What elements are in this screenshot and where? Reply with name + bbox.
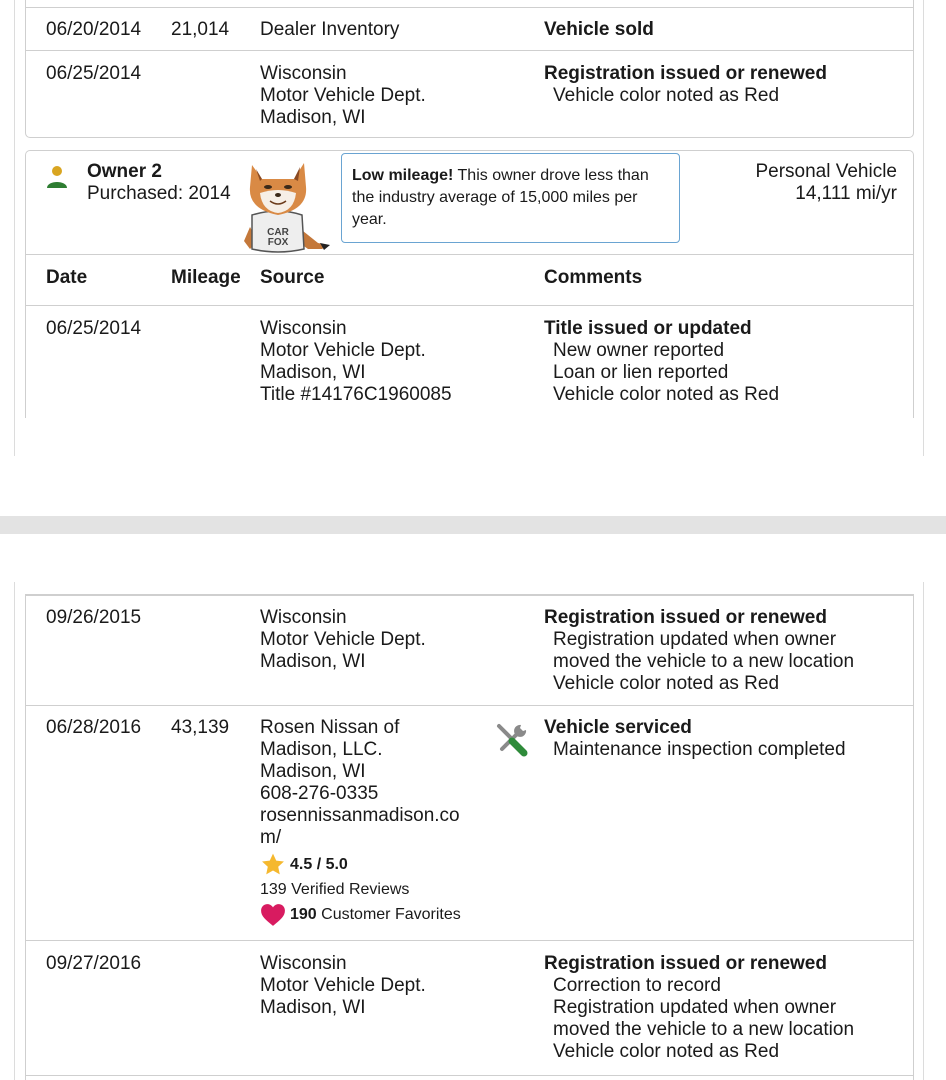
- verified-reviews-link[interactable]: 139 Verified Reviews: [260, 881, 410, 898]
- owner-purchased: Purchased: 2014: [87, 183, 231, 204]
- source-line: Madison, WI: [260, 107, 366, 128]
- history-panel-bottom: [0, 534, 946, 1080]
- owner-name: Owner 2: [87, 161, 162, 182]
- record-mileage: 21,014: [171, 19, 230, 40]
- rating-value: 4.5 / 5.0: [290, 856, 348, 873]
- svg-text:FOX: FOX: [267, 237, 289, 248]
- screenshot-separator: [0, 516, 946, 534]
- table-header-row: [25, 254, 914, 306]
- source-line: Dealer Inventory: [260, 19, 400, 40]
- table-row: [25, 7, 914, 51]
- heart-icon: [260, 903, 286, 927]
- dealer-website-link[interactable]: rosennissanmadison.co: [260, 805, 460, 826]
- page-border-left: [14, 0, 15, 456]
- header-source: Source: [260, 267, 325, 288]
- record-mileage: 43,139: [171, 717, 230, 738]
- table-row: [25, 50, 914, 138]
- dealer-name[interactable]: Madison, LLC.: [260, 739, 383, 760]
- dealer-website-link[interactable]: m/: [260, 827, 282, 848]
- comment-line: Vehicle color noted as Red: [553, 1041, 780, 1062]
- table-border-left: [25, 305, 26, 417]
- table-row: [25, 305, 914, 417]
- record-date: 09/27/2016: [46, 953, 142, 974]
- record-source: [260, 63, 426, 129]
- source-line: Madison, WI: [260, 362, 366, 383]
- comment-line: Loan or lien reported: [553, 362, 729, 383]
- source-line: Motor Vehicle Dept.: [260, 85, 426, 106]
- comment-title: Registration issued or renewed: [544, 63, 827, 84]
- svg-text:CAR: CAR: [267, 227, 289, 238]
- header-comments: Comments: [544, 267, 643, 288]
- record-date: 06/20/2014: [46, 19, 142, 40]
- record-comments: [544, 19, 654, 41]
- source-line: Motor Vehicle Dept.: [260, 975, 426, 996]
- source-line: Wisconsin: [260, 607, 347, 628]
- title-number: Title #14176C1960085: [260, 384, 452, 405]
- record-date: 06/28/2016: [46, 717, 142, 738]
- record-source: [260, 717, 461, 927]
- record-date: 09/26/2015: [46, 607, 142, 628]
- favorites-label: Customer Favorites: [316, 906, 461, 923]
- record-source: [260, 953, 426, 1019]
- history-panel-top: [0, 0, 946, 456]
- customer-favorites: [260, 902, 461, 927]
- page-border-left: [14, 582, 15, 1080]
- comment-line: Maintenance inspection completed: [553, 739, 846, 760]
- vehicle-type: Personal Vehicle: [755, 161, 897, 182]
- source-line: Motor Vehicle Dept.: [260, 340, 426, 361]
- low-mileage-callout: [341, 153, 680, 243]
- comment-line: moved the vehicle to a new location: [553, 651, 855, 672]
- record-comments: [544, 607, 854, 695]
- comment-title: Registration issued or renewed: [544, 607, 827, 628]
- car-fox-mascot-icon: [238, 157, 330, 253]
- dealer-name[interactable]: Rosen Nissan of: [260, 717, 400, 738]
- page-border-right: [923, 0, 924, 456]
- source-line: Madison, WI: [260, 997, 366, 1018]
- callout-text: This owner drove less than the industry average of 15,000 miles per year.: [352, 167, 649, 228]
- comment-title: Title issued or updated: [544, 318, 752, 339]
- table-row: [25, 940, 914, 1076]
- record-source: [260, 318, 452, 406]
- comment-line: Vehicle color noted as Red: [553, 384, 780, 405]
- favorites-count: 190: [290, 906, 317, 923]
- source-line: Motor Vehicle Dept.: [260, 629, 426, 650]
- header-date: Date: [46, 267, 88, 288]
- source-line: Wisconsin: [260, 953, 347, 974]
- comment-title: Registration issued or renewed: [544, 953, 827, 974]
- comment-line: Vehicle color noted as Red: [553, 85, 780, 106]
- mileage-per-year: 14,111 mi/yr: [795, 183, 897, 204]
- comment-line: Registration updated when owner: [553, 629, 837, 650]
- record-comments: [544, 63, 827, 107]
- comment-title: Vehicle serviced: [544, 717, 692, 738]
- callout-title: Low mileage!: [352, 167, 454, 184]
- record-comments: [544, 318, 779, 406]
- comment-line: New owner reported: [553, 340, 725, 361]
- owner-usage: [755, 161, 897, 205]
- comment-line: Registration updated when owner: [553, 997, 837, 1018]
- comment-line: Correction to record: [553, 975, 721, 996]
- record-date: 06/25/2014: [46, 318, 142, 339]
- page-border-right: [923, 582, 924, 1080]
- table-row: [25, 596, 914, 706]
- row-divider: [25, 1075, 914, 1076]
- record-source: [260, 607, 426, 673]
- dealer-location: Madison, WI: [260, 761, 366, 782]
- service-tools-icon: [494, 721, 530, 757]
- comment-line: moved the vehicle to a new location: [553, 1019, 855, 1040]
- comment-title: Vehicle sold: [544, 19, 654, 40]
- dealer-phone[interactable]: 608-276-0335: [260, 783, 379, 804]
- record-comments: [544, 953, 854, 1063]
- comment-line: Vehicle color noted as Red: [553, 673, 780, 694]
- source-line: Wisconsin: [260, 318, 347, 339]
- record-source: [260, 19, 399, 41]
- source-line: Madison, WI: [260, 651, 366, 672]
- record-date: 06/25/2014: [46, 63, 142, 84]
- source-line: Wisconsin: [260, 63, 347, 84]
- header-mileage: Mileage: [171, 267, 241, 288]
- table-border-right: [913, 305, 914, 417]
- owner-person-icon: [46, 165, 68, 189]
- record-comments: [544, 717, 846, 761]
- table-row: [25, 705, 914, 941]
- dealer-rating[interactable]: [260, 852, 461, 877]
- star-icon: [260, 852, 286, 877]
